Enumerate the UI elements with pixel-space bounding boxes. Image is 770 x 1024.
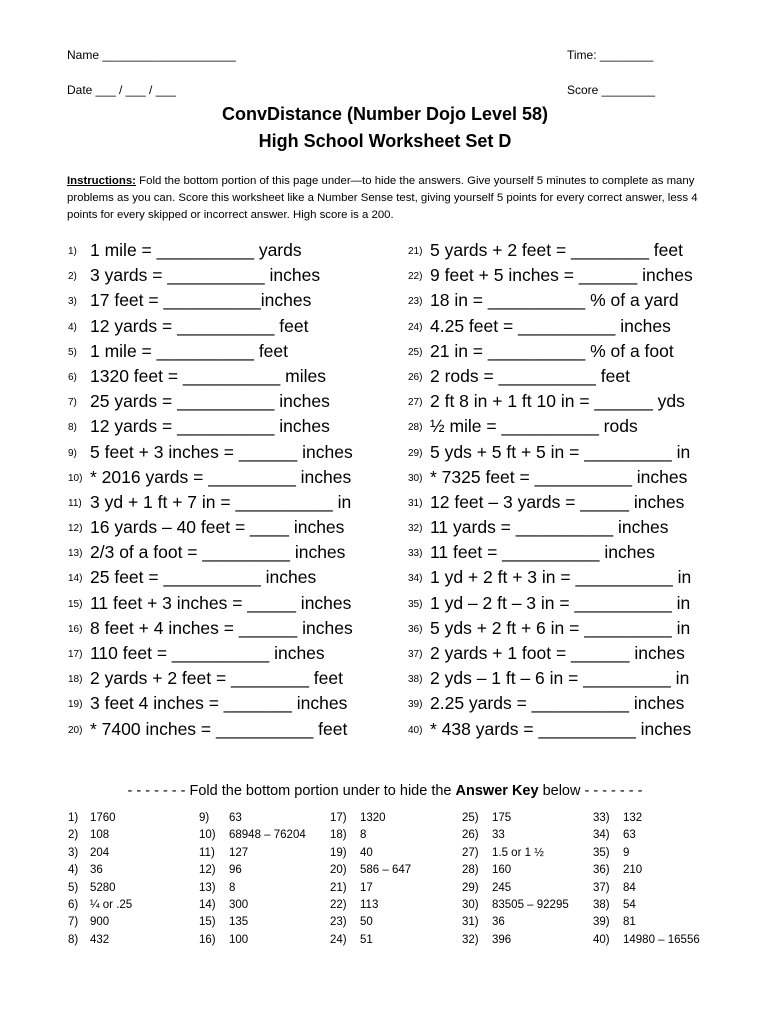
problem-text: 4.25 feet = __________ inches xyxy=(430,315,671,336)
problem-text: 2 yards + 2 feet = ________ feet xyxy=(90,668,343,689)
problem-item xyxy=(408,364,728,389)
problem-text: 16 yards – 40 feet = ____ inches xyxy=(90,517,345,538)
answer-value: 586 – 647 xyxy=(360,864,412,877)
answer-number: 17) xyxy=(330,812,347,824)
problem-number: 23) xyxy=(408,296,423,308)
answer-number: 15) xyxy=(199,916,216,929)
problem-item xyxy=(68,540,388,565)
answer-value: 9 xyxy=(623,846,630,859)
answer-item xyxy=(199,914,306,931)
problem-item xyxy=(68,339,388,364)
answer-value: 1.5 or 1 ½ xyxy=(492,846,544,859)
answer-value: 17 xyxy=(360,881,373,894)
problem-number: 18) xyxy=(68,674,83,686)
problem-text: 25 feet = __________ inches xyxy=(90,567,317,588)
answer-item xyxy=(330,880,411,897)
answer-number: 5) xyxy=(68,881,79,894)
problem-item xyxy=(68,414,388,439)
problem-text: * 7325 feet = __________ inches xyxy=(430,466,688,487)
answer-value: 210 xyxy=(623,864,643,877)
answer-number: 22) xyxy=(330,898,347,911)
problem-text: 12 feet – 3 yards = _____ inches xyxy=(430,491,685,512)
answer-item xyxy=(462,932,569,949)
answer-item xyxy=(330,810,411,827)
problem-number: 37) xyxy=(408,649,423,660)
answer-number: 1) xyxy=(68,812,79,824)
problem-text: 1 mile = __________ yards xyxy=(90,240,302,260)
problem-text: 5 feet + 3 inches = ______ inches xyxy=(90,441,353,462)
answer-number: 38) xyxy=(593,898,610,911)
problem-item xyxy=(68,641,388,666)
problem-item xyxy=(68,314,388,339)
answer-value: ¼ or .25 xyxy=(90,898,133,911)
answer-item xyxy=(68,914,132,931)
problem-text: 12 yards = __________ inches xyxy=(90,416,330,437)
problem-text: 2 rods = __________ feet xyxy=(430,365,630,386)
answers-column-5 xyxy=(593,810,700,949)
problem-text: 2 ft 8 in + 1 ft 10 in = ______ yds xyxy=(430,391,685,412)
answer-number: 36) xyxy=(593,864,610,877)
problem-item xyxy=(68,616,388,641)
answer-number: 23) xyxy=(330,916,347,929)
answer-value: 396 xyxy=(492,933,512,946)
answer-number: 16) xyxy=(199,933,216,946)
answer-value: 175 xyxy=(492,812,512,824)
answer-number: 10) xyxy=(199,829,216,842)
problem-number: 13) xyxy=(68,548,83,560)
answer-item xyxy=(593,897,700,914)
answer-value: 96 xyxy=(229,864,242,877)
problem-number: 20) xyxy=(68,724,83,736)
answer-value: 84 xyxy=(623,881,636,894)
answer-item xyxy=(330,932,411,949)
problem-number: 7) xyxy=(68,397,77,409)
answer-value: 900 xyxy=(90,916,110,929)
problem-text: 2.25 yards = __________ inches xyxy=(430,693,685,714)
problem-item xyxy=(68,515,388,540)
answer-item xyxy=(593,845,700,862)
problem-number: 4) xyxy=(68,321,77,333)
problem-item xyxy=(408,691,728,716)
problem-text: 12 yards = __________ feet xyxy=(90,315,309,336)
answer-value: 36 xyxy=(492,916,505,929)
answer-number: 4) xyxy=(68,864,79,877)
problem-item xyxy=(68,288,388,313)
answer-item xyxy=(199,862,306,879)
problem-item xyxy=(68,238,388,263)
problem-item xyxy=(68,591,388,616)
answer-item xyxy=(593,914,700,931)
problem-text: 3 feet 4 inches = _______ inches xyxy=(90,693,348,714)
answer-item xyxy=(199,897,306,914)
time-field[interactable]: Time: ________ xyxy=(567,48,654,62)
answer-number: 37) xyxy=(593,881,610,894)
answer-item xyxy=(68,810,132,827)
answer-number: 29) xyxy=(462,881,479,894)
answer-value: 300 xyxy=(229,898,249,911)
answer-number: 33) xyxy=(593,812,610,824)
problem-number: 5) xyxy=(68,346,77,358)
answer-item xyxy=(462,897,569,914)
answer-item xyxy=(68,827,132,844)
problem-item xyxy=(68,490,388,515)
answer-item xyxy=(199,827,306,844)
problem-item xyxy=(408,666,728,691)
answer-value: 160 xyxy=(492,864,512,877)
answer-item xyxy=(330,845,411,862)
answer-number: 11) xyxy=(199,846,215,859)
problem-text: 11 yards = __________ inches xyxy=(430,517,669,538)
answer-value: 135 xyxy=(229,916,249,929)
answer-number: 25) xyxy=(462,812,479,824)
answer-item xyxy=(330,897,411,914)
problem-text: 1 yd + 2 ft + 3 in = __________ in xyxy=(430,567,692,588)
fold-answer-key: Answer Key xyxy=(455,783,539,799)
date-field[interactable]: Date ___ / ___ / ___ xyxy=(67,83,176,97)
answer-item xyxy=(462,810,569,827)
problem-item xyxy=(68,389,388,414)
problem-number: 26) xyxy=(408,371,423,383)
problem-item xyxy=(68,691,388,716)
answer-number: 13) xyxy=(199,881,216,894)
fold-suffix: below - - - - - - - xyxy=(538,783,643,799)
problem-text: 5 yds + 5 ft + 5 in = _________ in xyxy=(430,441,691,462)
answer-item xyxy=(68,880,132,897)
answer-number: 31) xyxy=(462,916,479,929)
answer-number: 35) xyxy=(593,846,610,859)
problem-item xyxy=(408,314,728,339)
problem-text: 2/3 of a foot = _________ inches xyxy=(90,542,346,563)
answer-item xyxy=(330,827,411,844)
problem-item xyxy=(408,389,728,414)
answer-number: 7) xyxy=(68,916,79,929)
problem-item xyxy=(408,540,728,565)
answer-value: 127 xyxy=(229,846,249,859)
answer-number: 19) xyxy=(330,846,347,859)
problem-text: 18 in = __________ % of a yard xyxy=(430,290,679,311)
problem-text: 2 yards + 1 foot = ______ inches xyxy=(430,643,685,663)
answer-item xyxy=(593,810,700,827)
answer-item xyxy=(462,914,569,931)
problem-text: * 2016 yards = _________ inches xyxy=(90,466,352,487)
problem-text: * 438 yards = __________ inches xyxy=(430,718,692,739)
answer-value: 1760 xyxy=(90,812,116,824)
answer-number: 27) xyxy=(462,846,479,859)
answer-item xyxy=(462,862,569,879)
problem-number: 11) xyxy=(68,497,82,509)
problem-number: 22) xyxy=(408,271,423,283)
answer-number: 2) xyxy=(68,829,79,842)
problem-text: 21 in = __________ % of a foot xyxy=(430,340,674,361)
problems-left-column xyxy=(68,238,388,742)
problem-item xyxy=(68,565,388,590)
answer-item xyxy=(593,932,700,949)
problem-number: 32) xyxy=(408,523,423,535)
answer-item xyxy=(462,880,569,897)
answer-value: 54 xyxy=(623,898,636,911)
problem-number: 1) xyxy=(68,246,77,257)
problems-right-column xyxy=(408,238,728,742)
answer-value: 1320 xyxy=(360,812,386,824)
problem-text: 1 yd – 2 ft – 3 in = __________ in xyxy=(430,592,691,613)
answers-column-3 xyxy=(330,810,411,949)
problem-number: 27) xyxy=(408,397,423,409)
problem-number: 36) xyxy=(408,623,423,635)
answer-item xyxy=(330,862,411,879)
problem-number: 35) xyxy=(408,598,423,610)
problem-number: 14) xyxy=(68,573,83,585)
problem-number: 30) xyxy=(408,472,423,484)
page-title: ConvDistance (Number Dojo Level 58) xyxy=(221,104,549,124)
problem-text: 3 yd + 1 ft + 7 in = __________ in xyxy=(90,491,352,512)
answer-item xyxy=(199,880,306,897)
problem-item xyxy=(68,364,388,389)
problem-text: 11 feet + 3 inches = _____ inches xyxy=(90,592,352,613)
problem-text: 17 feet = __________inches xyxy=(90,290,312,311)
problem-number: 38) xyxy=(408,674,423,686)
answer-item xyxy=(68,845,132,862)
problem-number: 29) xyxy=(408,447,423,459)
answer-item xyxy=(199,932,306,949)
answer-value: 36 xyxy=(90,864,103,877)
answer-value: 68948 – 76204 xyxy=(229,829,306,842)
problem-number: 6) xyxy=(68,371,77,383)
answer-number: 8) xyxy=(68,933,79,946)
answer-number: 9) xyxy=(199,812,210,824)
problem-item xyxy=(408,414,728,439)
problem-item xyxy=(408,263,728,288)
answer-number: 34) xyxy=(593,829,610,842)
problem-item xyxy=(408,717,728,742)
problem-number: 17) xyxy=(68,649,83,660)
answer-value: 204 xyxy=(90,846,110,859)
fold-prefix: - - - - - - - Fold the bottom portion under to hide the xyxy=(127,783,456,799)
answer-value: 108 xyxy=(90,829,110,842)
answer-value: 100 xyxy=(229,933,249,946)
answers-column-2 xyxy=(199,810,306,949)
answer-item xyxy=(462,845,569,862)
problem-text: 110 feet = __________ inches xyxy=(90,643,325,663)
fold-line xyxy=(0,783,770,799)
instructions-text: Fold the bottom portion of this page under—to hide the answers. Give yourself 5 minutes to complete as many problems as you can. Score this worksheet like a Number Sense test, giving yourself 5 points for every correct answer, less 4 points for every skipped or incorrect answer. High score is a 200. xyxy=(67,175,698,221)
answer-number: 28) xyxy=(462,864,479,877)
problem-item xyxy=(408,591,728,616)
problem-number: 31) xyxy=(408,497,423,509)
answer-number: 3) xyxy=(68,846,79,859)
answer-value: 5280 xyxy=(90,881,116,894)
problem-item xyxy=(408,616,728,641)
answer-value: 113 xyxy=(360,898,379,911)
problem-number: 25) xyxy=(408,346,423,358)
answer-item xyxy=(68,862,132,879)
problem-number: 12) xyxy=(68,523,83,535)
answer-value: 81 xyxy=(623,916,636,929)
problem-number: 16) xyxy=(68,623,83,635)
problem-item xyxy=(68,666,388,691)
answer-item xyxy=(68,932,132,949)
answer-value: 50 xyxy=(360,916,373,929)
problem-text: 3 yards = __________ inches xyxy=(90,265,321,286)
problem-number: 39) xyxy=(408,699,423,711)
problem-number: 2) xyxy=(68,271,77,283)
answer-item xyxy=(462,827,569,844)
answer-value: 40 xyxy=(360,846,373,859)
problem-item xyxy=(68,263,388,288)
problem-number: 24) xyxy=(408,321,423,333)
problem-number: 40) xyxy=(408,724,423,736)
problem-item xyxy=(68,465,388,490)
answer-value: 83505 – 92295 xyxy=(492,898,569,911)
answer-item xyxy=(199,845,306,862)
answer-value: 8 xyxy=(229,881,236,894)
problem-item xyxy=(408,238,728,263)
problem-text: 5 yds + 2 ft + 6 in = _________ in xyxy=(430,617,691,638)
answer-item xyxy=(330,914,411,931)
answer-value: 14980 – 16556 xyxy=(623,933,700,946)
answer-item xyxy=(199,810,306,827)
answers-column-1 xyxy=(68,810,132,949)
answer-value: 51 xyxy=(360,933,373,946)
problem-text: 25 yards = __________ inches xyxy=(90,391,330,412)
answer-number: 12) xyxy=(199,864,216,877)
page-subtitle: High School Worksheet Set D xyxy=(258,131,512,151)
answer-number: 40) xyxy=(593,933,610,946)
answer-value: 132 xyxy=(623,812,643,824)
problem-number: 3) xyxy=(68,296,77,308)
problem-item xyxy=(68,717,388,742)
answer-value: 63 xyxy=(229,812,242,824)
problem-item xyxy=(408,641,728,666)
problem-number: 28) xyxy=(408,422,423,434)
problem-item xyxy=(408,490,728,515)
problem-text: 5 yards + 2 feet = ________ feet xyxy=(430,240,683,260)
problem-item xyxy=(408,465,728,490)
problem-number: 34) xyxy=(408,573,423,585)
problem-text: 1320 feet = __________ miles xyxy=(90,365,326,386)
problem-item xyxy=(408,288,728,313)
problem-number: 15) xyxy=(68,598,83,610)
answer-number: 6) xyxy=(68,898,79,911)
problem-text: 2 yds – 1 ft – 6 in = _________ in xyxy=(430,668,690,689)
answer-number: 24) xyxy=(330,933,347,946)
answer-number: 18) xyxy=(330,829,347,842)
answer-number: 21) xyxy=(330,881,347,894)
answer-value: 245 xyxy=(492,881,512,894)
problem-text: 11 feet = __________ inches xyxy=(430,542,655,563)
instructions-label: Instructions: xyxy=(67,175,136,187)
instructions xyxy=(67,173,707,224)
answer-item xyxy=(593,827,700,844)
problem-number: 9) xyxy=(68,447,77,459)
problem-item xyxy=(408,515,728,540)
answer-number: 14) xyxy=(199,898,216,911)
problem-text: 9 feet + 5 inches = ______ inches xyxy=(430,265,693,286)
answer-value: 432 xyxy=(90,933,110,946)
answer-value: 8 xyxy=(360,829,367,842)
problem-number: 33) xyxy=(408,548,423,560)
problem-item xyxy=(408,339,728,364)
problem-item xyxy=(408,565,728,590)
answer-number: 30) xyxy=(462,898,479,911)
problem-text: * 7400 inches = __________ feet xyxy=(90,718,348,739)
answer-number: 39) xyxy=(593,916,610,929)
problem-number: 10) xyxy=(68,472,83,484)
problem-item xyxy=(68,440,388,465)
score-field[interactable]: Score ________ xyxy=(567,83,656,97)
problem-number: 8) xyxy=(68,422,77,434)
problem-text: ½ mile = __________ rods xyxy=(430,416,638,437)
answer-item xyxy=(593,880,700,897)
problem-number: 19) xyxy=(68,699,83,711)
answer-item xyxy=(593,862,700,879)
answer-number: 20) xyxy=(330,864,347,877)
answer-value: 63 xyxy=(623,829,636,842)
problem-item xyxy=(408,440,728,465)
answers-column-4 xyxy=(462,810,569,949)
answer-value: 33 xyxy=(492,829,505,842)
problem-number: 21) xyxy=(408,246,423,257)
answer-number: 32) xyxy=(462,933,479,946)
problem-text: 1 mile = __________ feet xyxy=(90,340,289,361)
answer-item xyxy=(68,897,132,914)
answer-number: 26) xyxy=(462,829,479,842)
name-field[interactable]: Name ____________________ xyxy=(67,48,236,62)
problem-text: 8 feet + 4 inches = ______ inches xyxy=(90,617,353,638)
